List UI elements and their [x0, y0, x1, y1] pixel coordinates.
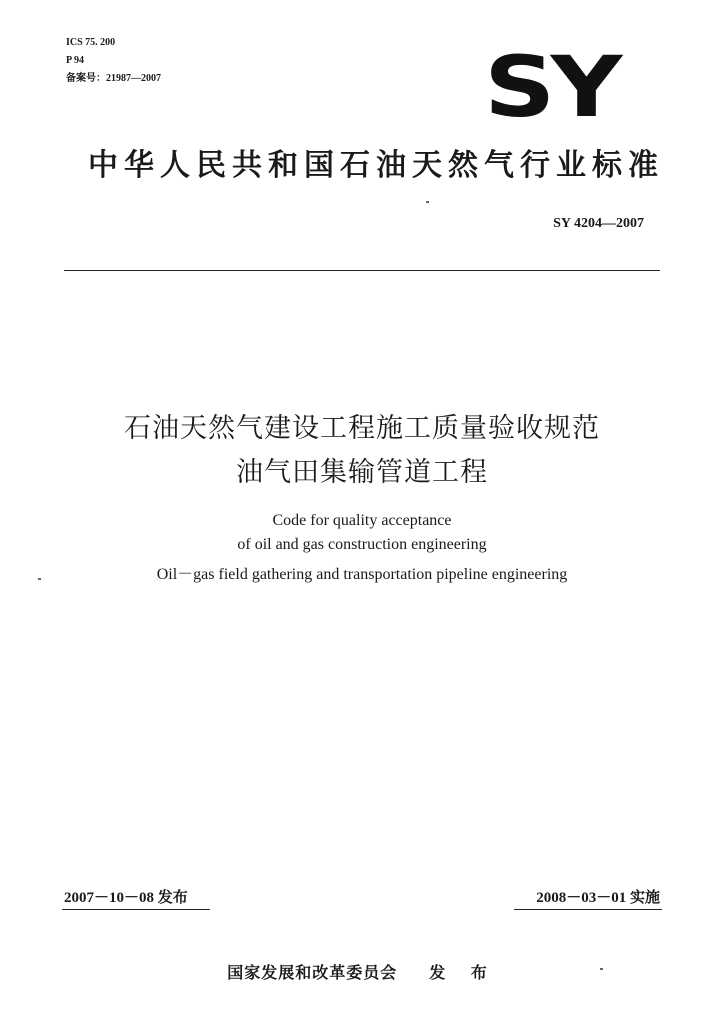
bottom-divider-right: [514, 909, 662, 910]
top-divider: [64, 270, 660, 271]
publisher-org: 国家发展和改革委员会: [227, 963, 398, 982]
title-en-line2: of oil and gas construction engineering: [237, 536, 487, 553]
standard-number: SY 4204—2007: [553, 216, 644, 231]
header-meta: [66, 34, 161, 88]
org-title: 中华人民共和国石油天然气行业标准: [88, 148, 664, 183]
publisher-action: 发 布: [429, 963, 497, 982]
title-en-line3: Oil－gas field gathering and transportation pipeline engineering: [156, 566, 568, 583]
ics-code: ICS 75. 200: [66, 37, 116, 48]
effective-date: 2008－03－01 实施: [536, 890, 660, 906]
publisher-line: [0, 960, 724, 983]
issue-date: 2007－10－08 发布: [64, 890, 188, 906]
scan-speck: [426, 201, 429, 203]
bottom-divider-left: [62, 909, 210, 910]
class-code: P 94: [66, 55, 85, 66]
title-cn-line2: 油气田集输管道工程: [236, 457, 488, 488]
scan-speck: [38, 578, 41, 580]
sy-logo: SY: [484, 38, 618, 136]
scan-speck: [600, 968, 603, 970]
title-en-line1: Code for quality acceptance: [272, 512, 452, 529]
record-number: 备案号：21987—2007: [66, 73, 161, 84]
title-cn-line1: 石油天然气建设工程施工质量验收规范: [124, 413, 600, 444]
